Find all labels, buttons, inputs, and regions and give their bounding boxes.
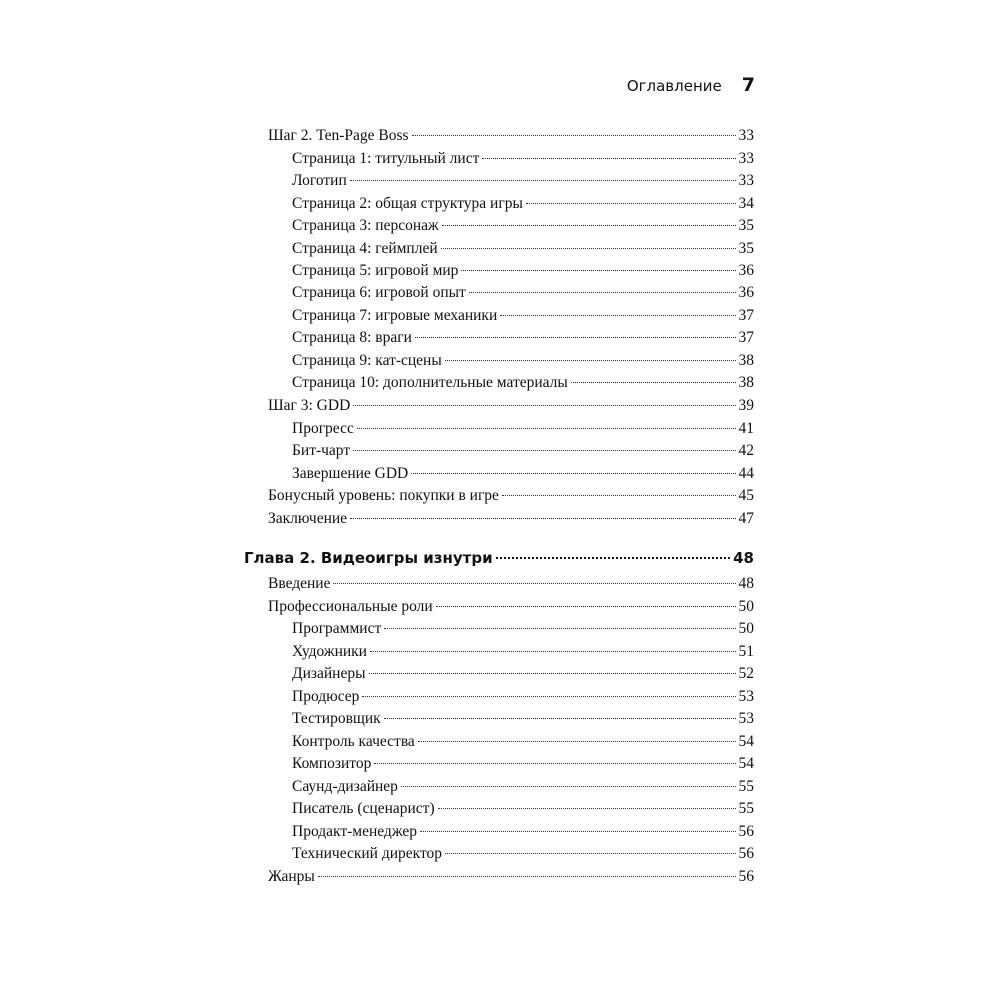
- toc-entry: [292, 262, 754, 284]
- toc-entry-page: 56: [738, 823, 754, 840]
- toc-entry-title: Заключение: [268, 510, 348, 527]
- toc-entry-page: 33: [738, 150, 754, 167]
- dot-leader: [353, 450, 735, 451]
- toc-entry-page: 36: [738, 284, 754, 301]
- toc-entry-title: Страница 6: игровой опыт: [292, 284, 466, 301]
- toc-entry: [292, 150, 754, 172]
- toc-entry: [292, 240, 754, 262]
- toc-entry-title: Страница 7: игровые механики: [292, 307, 498, 324]
- toc-entry-page: 54: [738, 755, 754, 772]
- toc-entry-page: 56: [738, 868, 754, 885]
- dot-leader: [350, 518, 735, 519]
- dot-leader: [318, 876, 736, 877]
- dot-leader: [445, 853, 735, 854]
- toc-entry: [268, 487, 754, 509]
- toc-entry-title: Профессиональные роли: [268, 598, 433, 615]
- toc-entry-page: 52: [738, 665, 754, 682]
- toc-entry-page: 42: [738, 442, 754, 459]
- toc-entry-title: Жанры: [268, 868, 315, 885]
- toc-entry-page: 33: [738, 172, 754, 189]
- toc-entry-title: Введение: [268, 575, 331, 592]
- toc-entry: [292, 755, 754, 777]
- page-number: 7: [741, 74, 755, 96]
- toc-entry: [292, 420, 754, 442]
- toc-entry-page: 50: [738, 620, 754, 637]
- toc-entry: [292, 465, 754, 487]
- toc-entry: [292, 845, 754, 867]
- toc-entry: [292, 172, 754, 194]
- toc-entry-title: Контроль качества: [292, 733, 415, 750]
- toc-entry: [292, 665, 754, 687]
- dot-leader: [502, 495, 736, 496]
- toc-entry-title: Продакт-менеджер: [292, 823, 417, 840]
- toc-entry: [292, 352, 754, 374]
- toc-entry-page: 53: [738, 688, 754, 705]
- toc-entry-page: 47: [738, 510, 754, 527]
- toc-entry-page: 39: [738, 397, 754, 414]
- toc-entry-page: 35: [738, 240, 754, 257]
- dot-leader: [412, 135, 736, 136]
- toc-entry-page: 35: [738, 217, 754, 234]
- toc-entry: [292, 620, 754, 642]
- toc-entry: [292, 374, 754, 396]
- dot-leader: [496, 557, 731, 559]
- toc-entry-page: 48: [733, 549, 754, 567]
- toc-entry-title: Композитор: [292, 755, 372, 772]
- toc-entry-page: 38: [738, 374, 754, 391]
- dot-leader: [333, 583, 735, 584]
- dot-leader: [438, 808, 736, 809]
- dot-leader: [357, 428, 736, 429]
- dot-leader: [362, 696, 735, 697]
- toc-entry: [292, 710, 754, 732]
- toc-entry-page: 55: [738, 778, 754, 795]
- toc-entry-title: Продюсер: [292, 688, 360, 705]
- toc-entry: [292, 823, 754, 845]
- dot-leader: [445, 360, 736, 361]
- toc-entry: [268, 598, 754, 620]
- toc-entry-page: 37: [738, 329, 754, 346]
- toc-entry-title: Тестировщик: [292, 710, 381, 727]
- dot-leader: [415, 337, 736, 338]
- toc-entry-title: Страница 3: персонаж: [292, 217, 439, 234]
- toc-entry-title: Страница 4: геймплей: [292, 240, 438, 257]
- dot-leader: [370, 651, 736, 652]
- toc-entry: [292, 195, 754, 217]
- toc-entry: [292, 643, 754, 665]
- dot-leader: [526, 203, 736, 204]
- toc-entry-page: 55: [738, 800, 754, 817]
- toc-entry-page: 51: [738, 643, 754, 660]
- dot-leader: [369, 673, 736, 674]
- toc-entry: [292, 307, 754, 329]
- dot-leader: [461, 270, 735, 271]
- dot-leader: [418, 741, 736, 742]
- toc-entry-title: Шаг 3: GDD: [268, 397, 351, 414]
- toc-entry-title: Прогресс: [292, 420, 354, 437]
- dot-leader: [353, 405, 735, 406]
- toc-entry: [268, 127, 754, 149]
- dot-leader: [436, 606, 736, 607]
- toc-entry-title: Саунд-дизайнер: [292, 778, 398, 795]
- toc-entry-title: Программист: [292, 620, 382, 637]
- toc-entry-title: Страница 2: общая структура игры: [292, 195, 523, 212]
- toc-entry: [292, 217, 754, 239]
- toc-chapter-entry: [244, 549, 754, 571]
- toc-entry: [292, 284, 754, 306]
- dot-leader: [442, 225, 736, 226]
- dot-leader: [401, 786, 736, 787]
- toc-entry-title: Страница 5: игровой мир: [292, 262, 459, 279]
- running-head-title: Оглавление: [626, 77, 722, 95]
- toc-entry-title: Писатель (сценарист): [292, 800, 435, 817]
- toc-entry-title: Логотип: [292, 172, 347, 189]
- toc-entry-page: 48: [738, 575, 754, 592]
- toc-entry-page: 33: [738, 127, 754, 144]
- toc-entry: [292, 442, 754, 464]
- toc-entry-page: 44: [738, 465, 754, 482]
- toc-entry-page: 41: [738, 420, 754, 437]
- toc-entry-title: Дизайнеры: [292, 665, 366, 682]
- toc-entry: [292, 733, 754, 755]
- dot-leader: [350, 180, 736, 181]
- dot-leader: [384, 628, 735, 629]
- dot-leader: [411, 473, 735, 474]
- toc-entry-title: Страница 10: дополнительные материалы: [292, 374, 568, 391]
- toc-entry-title: Страница 9: кат-сцены: [292, 352, 442, 369]
- toc-entry: [268, 510, 754, 532]
- toc-entry-title: Глава 2. Видеоигры изнутри: [244, 549, 493, 567]
- dot-leader: [374, 763, 735, 764]
- dot-leader: [441, 248, 736, 249]
- toc-entry-title: Шаг 2. Ten-Page Boss: [268, 127, 409, 144]
- dot-leader: [469, 292, 736, 293]
- dot-leader: [384, 718, 736, 719]
- toc-entry-page: 34: [738, 195, 754, 212]
- toc-entry-page: 36: [738, 262, 754, 279]
- toc-entry-page: 45: [738, 487, 754, 504]
- toc-entry-title: Бит-чарт: [292, 442, 351, 459]
- toc-entry: [292, 329, 754, 351]
- toc-entry: [268, 397, 754, 419]
- toc-entry: [292, 778, 754, 800]
- toc-entry: [292, 800, 754, 822]
- dot-leader: [482, 158, 735, 159]
- toc-entry: [292, 688, 754, 710]
- running-head: [560, 74, 755, 100]
- dot-leader: [500, 315, 735, 316]
- dot-leader: [420, 831, 736, 832]
- toc-entry-title: Страница 1: титульный лист: [292, 150, 480, 167]
- toc-entry-title: Завершение GDD: [292, 465, 409, 482]
- toc-entry-title: Бонусный уровень: покупки в игре: [268, 487, 499, 504]
- toc-entry: [268, 575, 754, 597]
- toc-entry-page: 38: [738, 352, 754, 369]
- toc-entry-title: Художники: [292, 643, 367, 660]
- toc-entry-page: 50: [738, 598, 754, 615]
- toc-entry-page: 54: [738, 733, 754, 750]
- toc-entry-page: 53: [738, 710, 754, 727]
- toc-entry-page: 56: [738, 845, 754, 862]
- toc-entry: [268, 868, 754, 890]
- toc-entry-title: Страница 8: враги: [292, 329, 412, 346]
- toc-entry-page: 37: [738, 307, 754, 324]
- dot-leader: [571, 382, 736, 383]
- toc-entry-title: Технический директор: [292, 845, 443, 862]
